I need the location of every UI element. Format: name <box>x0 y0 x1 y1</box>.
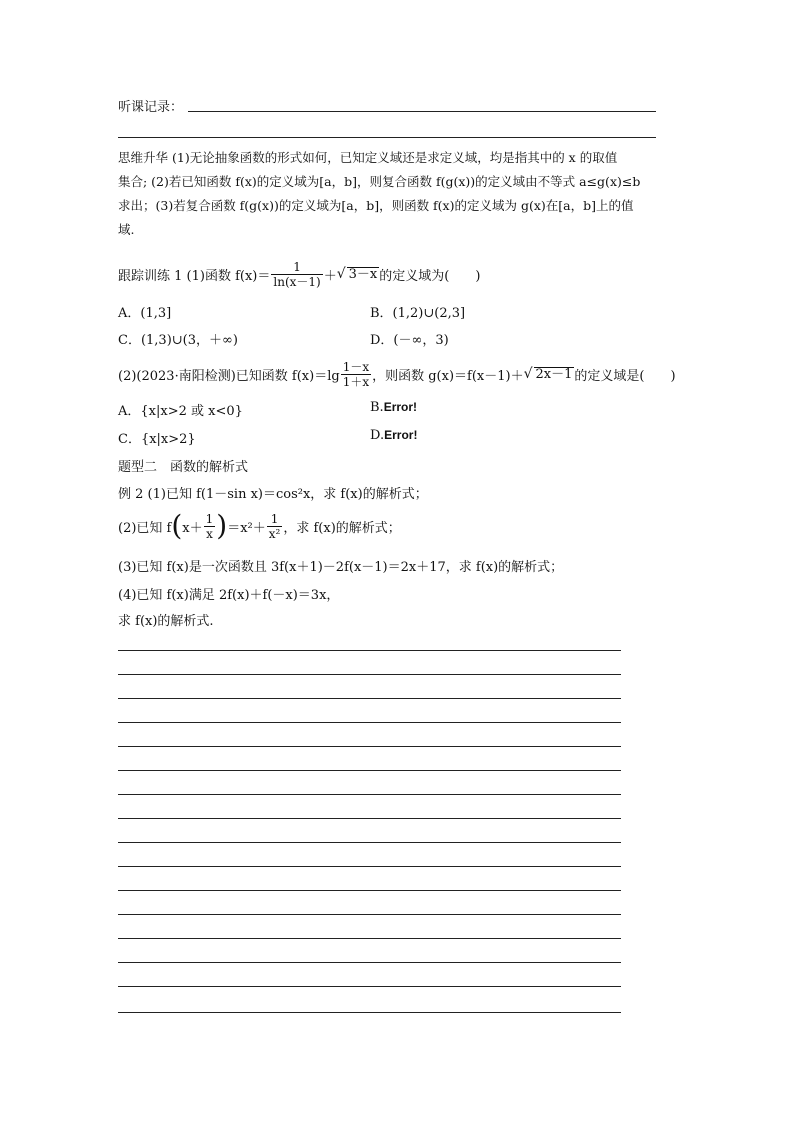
answer-line[interactable] <box>118 962 621 963</box>
q2-option-b-error: Error! <box>383 400 418 414</box>
ex2-fraction-1 <box>204 512 216 541</box>
q2-fraction <box>341 360 371 389</box>
answer-line[interactable] <box>118 938 621 939</box>
q1-frac-den: ln(x－1) <box>273 274 321 289</box>
answer-line[interactable] <box>118 794 621 795</box>
answer-line[interactable] <box>118 986 621 987</box>
notes-line-2[interactable] <box>118 137 656 138</box>
answer-line[interactable] <box>118 818 621 819</box>
q2-sqrt-content: 2x－1 <box>535 366 573 382</box>
ex2-f1-num: 1 <box>205 511 214 526</box>
ex2-p2-mid: ＝x²＋ <box>227 520 266 536</box>
q2-tail: 的定义域是( ) <box>574 368 676 384</box>
q2-option-b[interactable] <box>370 400 417 415</box>
question-1-stem <box>118 256 480 292</box>
q1-fraction <box>271 260 322 289</box>
q2-lead: (2)(2023·南阳检测)已知函数 f(x)＝lg <box>118 368 340 384</box>
answer-line[interactable] <box>118 842 621 843</box>
left-paren-icon: ( <box>171 509 183 542</box>
q1-plus: ＋ <box>323 268 337 284</box>
q2-option-d-error: Error! <box>384 428 418 442</box>
answer-line[interactable] <box>118 770 621 771</box>
q1-option-b[interactable]: B．(1,2)∪(2,3] <box>370 306 466 321</box>
q1-option-a[interactable]: A．(1,3] <box>118 306 172 321</box>
q1-option-c[interactable]: C．(1,3)∪(3，＋∞) <box>118 333 238 348</box>
ex2-f2-den: x² <box>268 526 281 541</box>
answer-line[interactable] <box>118 698 621 699</box>
q2-mid: ，则函数 g(x)＝f(x－1)＋ <box>372 368 524 384</box>
notes-line-1[interactable] <box>188 111 656 112</box>
answer-line[interactable] <box>118 674 621 675</box>
q2-frac-den: 1＋x <box>342 374 370 389</box>
answer-line[interactable] <box>118 1012 621 1013</box>
q2-option-d[interactable] <box>370 428 417 443</box>
answer-line[interactable] <box>118 722 621 723</box>
ex2-f2-num: 1 <box>267 512 283 527</box>
ex2-p2-inner: x＋ <box>182 520 203 536</box>
q2-option-d-prefix: D. <box>370 428 385 443</box>
answer-line[interactable] <box>118 890 621 891</box>
answer-line[interactable] <box>118 914 621 915</box>
summary-line-4: 域. <box>118 222 135 237</box>
summary-title: 思维升华 <box>118 150 169 165</box>
q1-sqrt-content: 3－x <box>348 266 378 282</box>
ex2-p2-lead: (2)已知 f <box>118 520 172 536</box>
example-2-part-3: (3)已知 f(x)是一次函数且 3f(x＋1)－2f(x－1)＝2x＋17，求 f(x)的解析式； <box>118 560 564 575</box>
sqrt-icon: √ <box>336 266 346 282</box>
summary-line-1: (1)无论抽象函数的形式如何，已知定义域还是求定义域，均是指其中的 x 的取值 <box>172 150 618 165</box>
summary-paragraph <box>118 146 678 242</box>
q1-tail: 的定义域为( ) <box>379 268 481 284</box>
example-2-part-2 <box>118 506 401 546</box>
summary-line-2: 集合; (2)若已知函数 f(x)的定义域为[a，b]，则复合函数 f(g(x))的定义域由不等式 a≤g(x)≤b <box>118 174 641 189</box>
q1-lead: 跟踪训练 1 (1)函数 f(x)＝ <box>118 268 271 284</box>
sqrt-icon: √ <box>523 366 533 382</box>
section-2-heading: 题型二 函数的解析式 <box>118 460 249 475</box>
q2-option-b-prefix: B. <box>370 400 384 415</box>
ex2-p2-tail: ，求 f(x)的解析式； <box>283 520 401 536</box>
ex2-fraction-2 <box>267 512 283 541</box>
example-2-part-4: (4)已知 f(x)满足 2f(x)＋f(－x)＝3x， <box>118 588 340 603</box>
answer-line[interactable] <box>118 650 621 651</box>
q2-option-a[interactable]: A．{x|x>2 或 x<0} <box>118 404 243 419</box>
example-2-part-4-continued: 求 f(x)的解析式. <box>118 614 214 629</box>
ex2-f1-den: x <box>206 526 213 541</box>
notes-label: 听课记录： <box>118 100 184 115</box>
summary-line-3: 求出；(3)若复合函数 f(g(x))的定义域为[a，b]，则函数 f(x)的定义域为 g(x)在[a，b]上的值 <box>118 198 634 213</box>
q2-option-c[interactable]: C．{x|x>2} <box>118 432 196 447</box>
answer-line[interactable] <box>118 746 621 747</box>
right-paren-icon: ) <box>216 509 228 542</box>
q1-option-d[interactable]: D．(－∞，3) <box>370 333 449 348</box>
q2-frac-num: 1－x <box>342 359 370 374</box>
q1-frac-num: 1 <box>271 260 322 275</box>
answer-line[interactable] <box>118 866 621 867</box>
question-2-stem <box>118 356 676 392</box>
example-2-part-1: 例 2 (1)已知 f(1－sin x)＝cos²x，求 f(x)的解析式； <box>118 487 428 502</box>
